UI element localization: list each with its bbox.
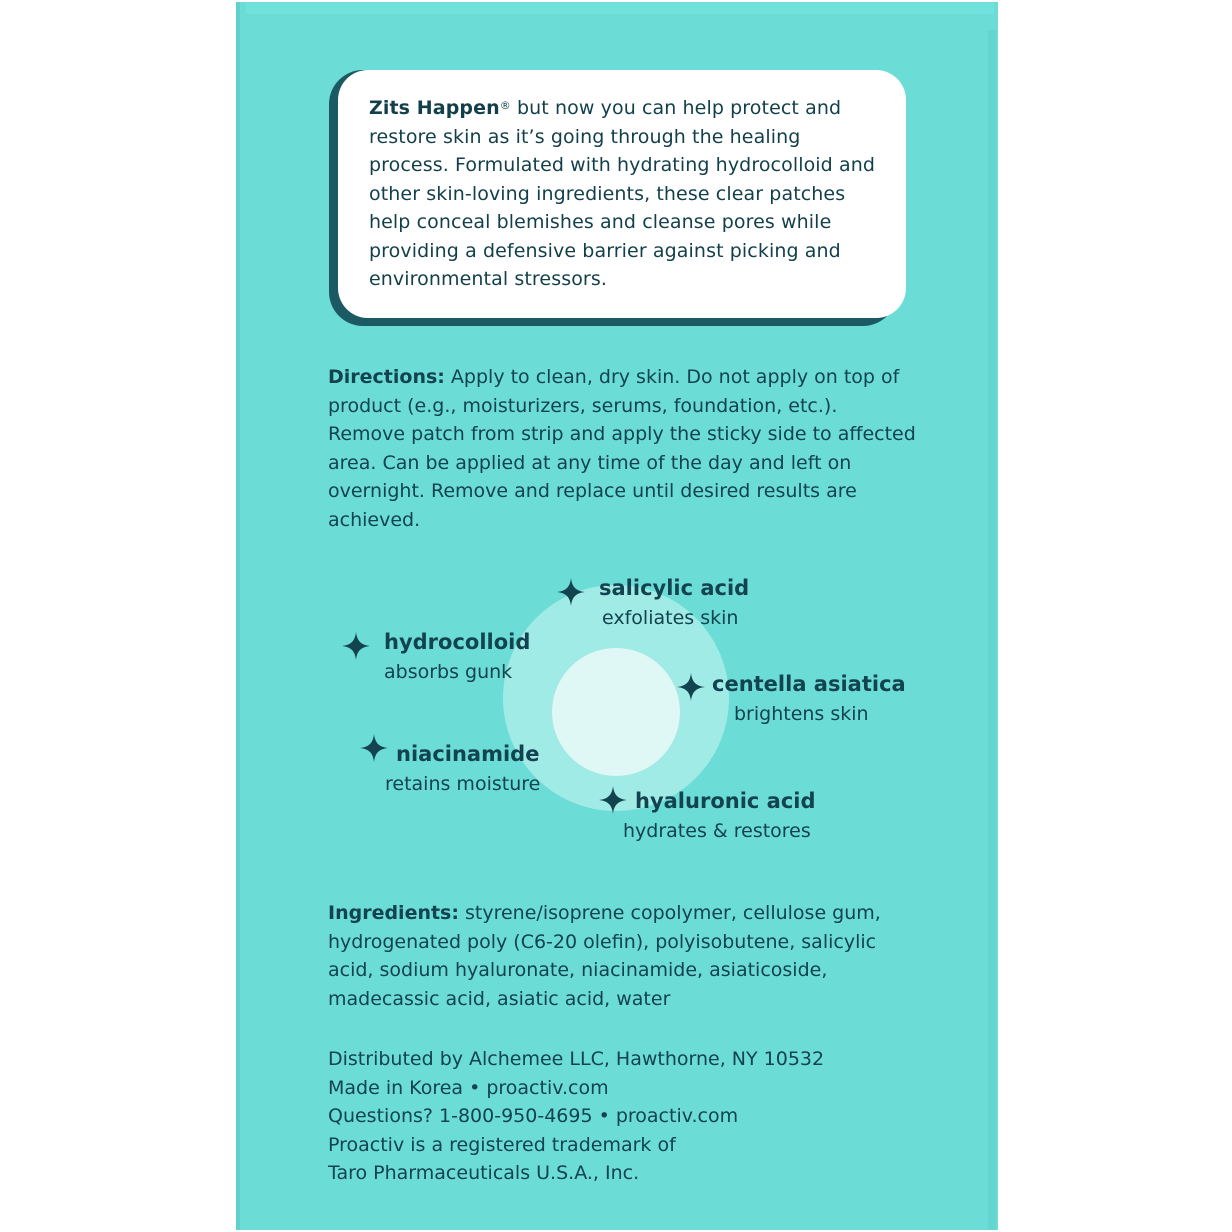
origin-line: Made in Korea • proactiv.com xyxy=(328,1076,609,1099)
box-right-edge xyxy=(988,30,996,1230)
distributor-line: Distributed by Alchemee LLC, Hawthorne, NY 10532 xyxy=(328,1048,825,1070)
key-ingredient-hyaluronic xyxy=(623,786,816,846)
sparkle-icon xyxy=(557,578,585,606)
intro-body: but now you can help protect and restore skin as it’s going through the healing process. Formulated with hydrating hydrocolloid and other skin-loving ingredients, these clear patches help conceal blemishes and cleanse pores while providing a defensive barrier against picking and environmental stressors. xyxy=(369,97,876,290)
ingredient-benefit: retains moisture xyxy=(385,773,541,795)
patch-inner-circle xyxy=(552,648,680,776)
ingredient-name: niacinamide xyxy=(396,742,540,766)
ingredient-benefit: exfoliates skin xyxy=(602,607,739,629)
sparkle-icon xyxy=(342,632,370,660)
ingredient-name: salicylic acid xyxy=(599,576,750,600)
distributor-info xyxy=(328,1045,918,1188)
ingredient-benefit: absorbs gunk xyxy=(384,661,513,683)
sparkle-icon xyxy=(677,673,705,701)
directions-label: Directions: xyxy=(328,366,445,388)
intro-text xyxy=(369,92,882,294)
trademark-symbol: ® xyxy=(499,99,511,112)
brand-name: Zits Happen xyxy=(369,97,500,119)
key-ingredient-salicylic xyxy=(599,573,749,633)
ingredients-section xyxy=(328,899,918,1013)
trademark-owner-line: Taro Pharmaceuticals U.S.A., Inc. xyxy=(328,1162,640,1184)
sparkle-icon xyxy=(360,734,388,762)
key-ingredient-centella xyxy=(712,669,906,729)
key-ingredient-niacinamide xyxy=(385,739,541,799)
questions-line: Questions? 1-800-950-4695 • proactiv.com xyxy=(328,1105,739,1127)
ingredient-benefit: brightens skin xyxy=(734,703,869,725)
intro-card xyxy=(338,70,906,318)
ingredient-benefit: hydrates & restores xyxy=(623,820,811,842)
key-ingredient-hydrocolloid xyxy=(384,627,530,687)
ingredient-name: hyaluronic acid xyxy=(635,789,816,813)
ingredients-text: styrene/isoprene copolymer, cellulose gum, hydrogenated poly (C6-20 olefin), polyisobutene, salicylic acid, sodium hyaluronate, niacinamide, asiaticoside, madecassic acid, asiatic acid, water xyxy=(328,902,881,1010)
directions-text: Apply to clean, dry skin. Do not apply on top of product (e.g., moisturizers, serums, foundation, etc.). Remove patch from strip and apply the sticky side to affected area. Can be applied at any time of the day and left on overnight. Remove and replace until desired results are achieved. xyxy=(328,366,916,531)
directions-section xyxy=(328,363,918,534)
sparkle-icon xyxy=(599,786,627,814)
trademark-line: Proactiv is a registered trademark of xyxy=(328,1133,676,1156)
box-top-edge xyxy=(246,2,994,14)
ingredient-name: centella asiatica xyxy=(712,672,906,696)
ingredients-label: Ingredients: xyxy=(328,902,459,924)
ingredient-name: hydrocolloid xyxy=(384,630,531,654)
